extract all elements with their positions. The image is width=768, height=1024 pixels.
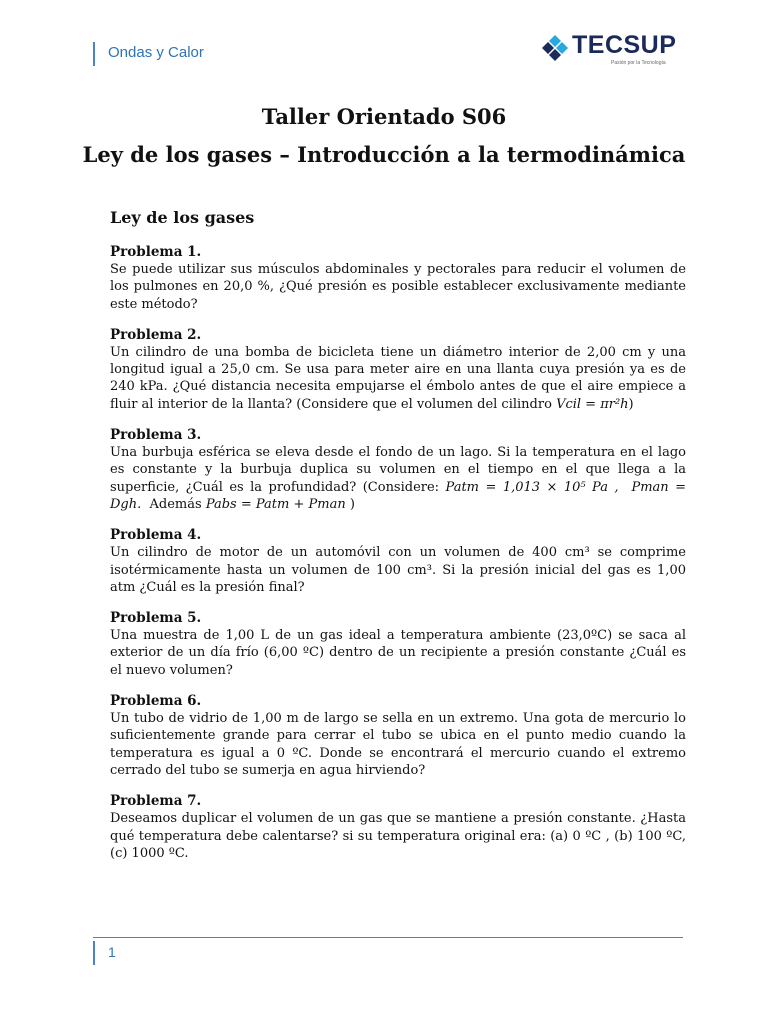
section-heading: Ley de los gases (110, 208, 255, 227)
problem-label: Problema 6. (110, 693, 202, 710)
problem-text: Se puede utilizar sus músculos abdominales y pectorales para reducir el volumen de los pulmones en 20,0 %, ¿Qué presión es posible establecer exclusivamente mediante este método? (110, 262, 686, 312)
problem-text-tail: ) (628, 396, 634, 412)
footer-rule (93, 937, 683, 938)
problem-2 (110, 326, 686, 413)
document-subtitle: Ley de los gases – Introducción a la termodinámica (82, 142, 686, 167)
logo-tagline: Pasión por la Tecnología (611, 60, 666, 66)
tecsup-logo-icon (540, 34, 570, 64)
course-title: Ondas y Calor (108, 44, 204, 61)
tecsup-logo (540, 31, 680, 70)
problem-label: Problema 7. (110, 793, 202, 810)
problem-text-tail: ) (349, 496, 355, 512)
problem-text-mid: Además (149, 496, 202, 512)
problem-label: Problema 5. (110, 610, 202, 627)
problem-text: Un cilindro de motor de un automóvil con un volumen de 400 cm³ se comprime isotérmicamente hasta un volumen de 100 cm³. Si la presión inicial del gas es 1,00 atm ¿Cuál es la presión final? (110, 545, 686, 595)
formula-gauge-pressure: Pman = Dgh. (110, 479, 687, 512)
formula-cylinder-volume: Vcil = πr²h (556, 396, 629, 412)
problem-5 (110, 609, 686, 679)
problem-7 (110, 792, 686, 862)
header-accent-bar (93, 42, 95, 66)
problem-text: Un tubo de vidrio de 1,00 m de largo se sella en un extremo. Una gota de mercurio lo suficientemente grande para cerrar el tubo se ubica en el punto medio cuando la temperatura es igual a 0 ºC. Donde se encontrará el mercurio cuando el extremo cerrado del tubo se sumerja en agua hirviendo? (110, 711, 686, 778)
problem-text-body: Una burbuja esférica se eleva desde el fondo de un lago. Si la temperatura en el lago es constante y la burbuja duplica su volumen en el tiempo en el que llega a la superficie, ¿Cuál es la profundidad? (Considere: (110, 445, 686, 495)
formula-abs-pressure: Pabs = Patm + Pman (205, 496, 346, 512)
page-header (0, 0, 768, 90)
document-title: Taller Orientado S06 (261, 104, 507, 129)
problem-text (110, 444, 686, 513)
problem-text (110, 344, 686, 413)
page-number: 1 (108, 944, 116, 960)
problem-1 (110, 243, 686, 313)
problem-label: Problema 2. (110, 326, 202, 343)
problem-label: Problema 3. (110, 427, 202, 444)
problem-label: Problema 4. (110, 527, 202, 544)
problem-3 (110, 426, 686, 513)
problem-text: Deseamos duplicar el volumen de un gas que se mantiene a presión constante. ¿Hasta qué temperatura debe calentarse? si su temperatura original era: (a) 0 ºC , (b) 100 ºC, (c) 1000 ºC. (110, 811, 686, 861)
problem-text: Una muestra de 1,00 L de un gas ideal a temperatura ambiente (23,0ºC) se saca al exterior de un día frío (6,00 ºC) dentro de un recipiente a presión constante ¿Cuál es el nuevo volumen? (110, 628, 686, 678)
problem-text-body: Un cilindro de una bomba de bicicleta tiene un diámetro interior de 2,00 cm y una longitud igual a 25,0 cm. Se usa para meter aire en una llanta cuya presión ya es de 240 kPa. ¿Qué distancia necesita empujarse el émbolo antes de que el aire empiece a fluir al interior de la llanta? (Considere que el volumen del cilindro (110, 344, 686, 412)
document-body (110, 208, 686, 875)
problem-6 (110, 692, 686, 779)
problem-4 (110, 526, 686, 596)
formula-atm-pressure: Patm = 1,013 × 10⁵ Pa , (445, 479, 619, 495)
logo-wordmark: TECSUP (572, 31, 677, 59)
problem-label: Problema 1. (110, 244, 202, 260)
footer-accent-bar (93, 941, 95, 965)
